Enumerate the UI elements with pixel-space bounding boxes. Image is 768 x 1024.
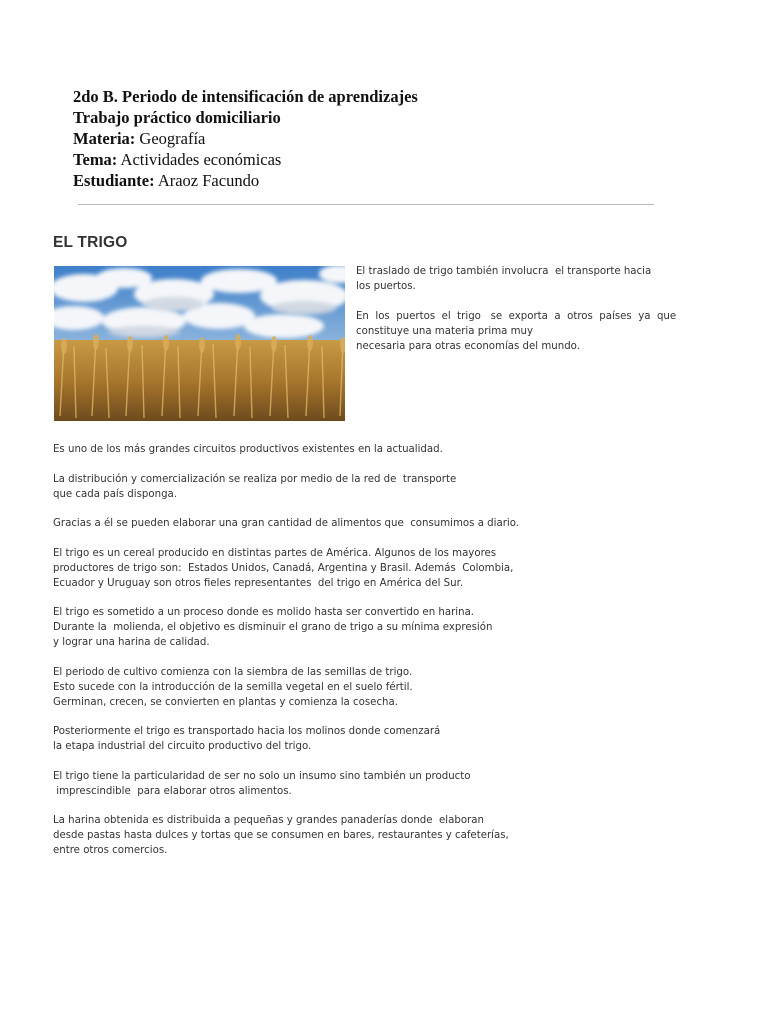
- body-paragraph-7: Posteriormente el trigo es transportado hacia los molinos donde comenzará la etapa industrial del circuito productivo del trigo.: [53, 726, 441, 752]
- body-paragraph-9: La harina obtenida es distribuida a pequeñas y grandes panaderías donde elaboran desde pastas hasta dulces y tortas que se consumen en bares, restaurantes y cafeterías, entre otros comercios.: [53, 815, 509, 856]
- body-text: [53, 442, 553, 873]
- header-materia: [73, 128, 418, 149]
- body-paragraph-8: El trigo tiene la particularidad de ser no solo un insumo sino también un producto imprescindible para elaborar otros alimentos.: [53, 770, 471, 797]
- side-paragraph-2: En los puertos el trigo se exporta a otros países ya que constituye una materia prima muy necesaria para otras economías del mundo.: [356, 311, 677, 352]
- estudiante-value: Araoz Facundo: [157, 171, 260, 190]
- estudiante-label: Estudiante:: [73, 171, 155, 190]
- body-paragraph-4: El trigo es un cereal producido en distintas partes de América. Algunos de los mayores productores de trigo son: Estados Unidos, Canadá, Argentina y Brasil. Además Colombia, Ecuador y Uruguay son otros fieles representantes del trigo en América del Sur.: [53, 547, 514, 589]
- header-line-course: 2do B. Periodo de intensificación de aprendizajes: [73, 87, 418, 106]
- body-paragraph-3: Gracias a él se pueden elaborar una gran cantidad de alimentos que consumimos a diario.: [53, 518, 520, 529]
- materia-label: Materia:: [73, 129, 136, 148]
- body-paragraph-1: Es uno de los más grandes circuitos productivos existentes en la actualidad.: [53, 444, 443, 455]
- side-text: [356, 264, 677, 369]
- tema-value: Actividades económicas: [120, 150, 282, 169]
- wheat-field-photo: [54, 266, 345, 421]
- body-paragraph-6: El periodo de cultivo comienza con la siembra de las semillas de trigo. Esto sucede con la introducción de la semilla vegetal en el suelo fértil. Germinan, crecen, se convierten en plantas y comienza la cosecha.: [53, 666, 413, 708]
- tema-label: Tema:: [73, 150, 118, 169]
- materia-value: Geografía: [139, 129, 206, 148]
- header-line-assignment: Trabajo práctico domiciliario: [73, 108, 281, 127]
- header-tema: [73, 149, 418, 170]
- body-paragraph-5: El trigo es sometido a un proceso donde es molido hasta ser convertido en harina. Durante la molienda, el objetivo es disminuir el grano de trigo a su mínima expresión y lograr una harina de calidad.: [53, 607, 493, 648]
- header-estudiante: [73, 170, 418, 191]
- document-header: [73, 86, 418, 191]
- side-paragraph-1: El traslado de trigo también involucra el transporte hacia los puertos.: [356, 266, 652, 292]
- section-title: EL TRIGO: [53, 234, 128, 251]
- header-divider: [78, 204, 654, 205]
- body-paragraph-2: La distribución y comercialización se realiza por medio de la red de transporte que cada país disponga.: [53, 473, 457, 500]
